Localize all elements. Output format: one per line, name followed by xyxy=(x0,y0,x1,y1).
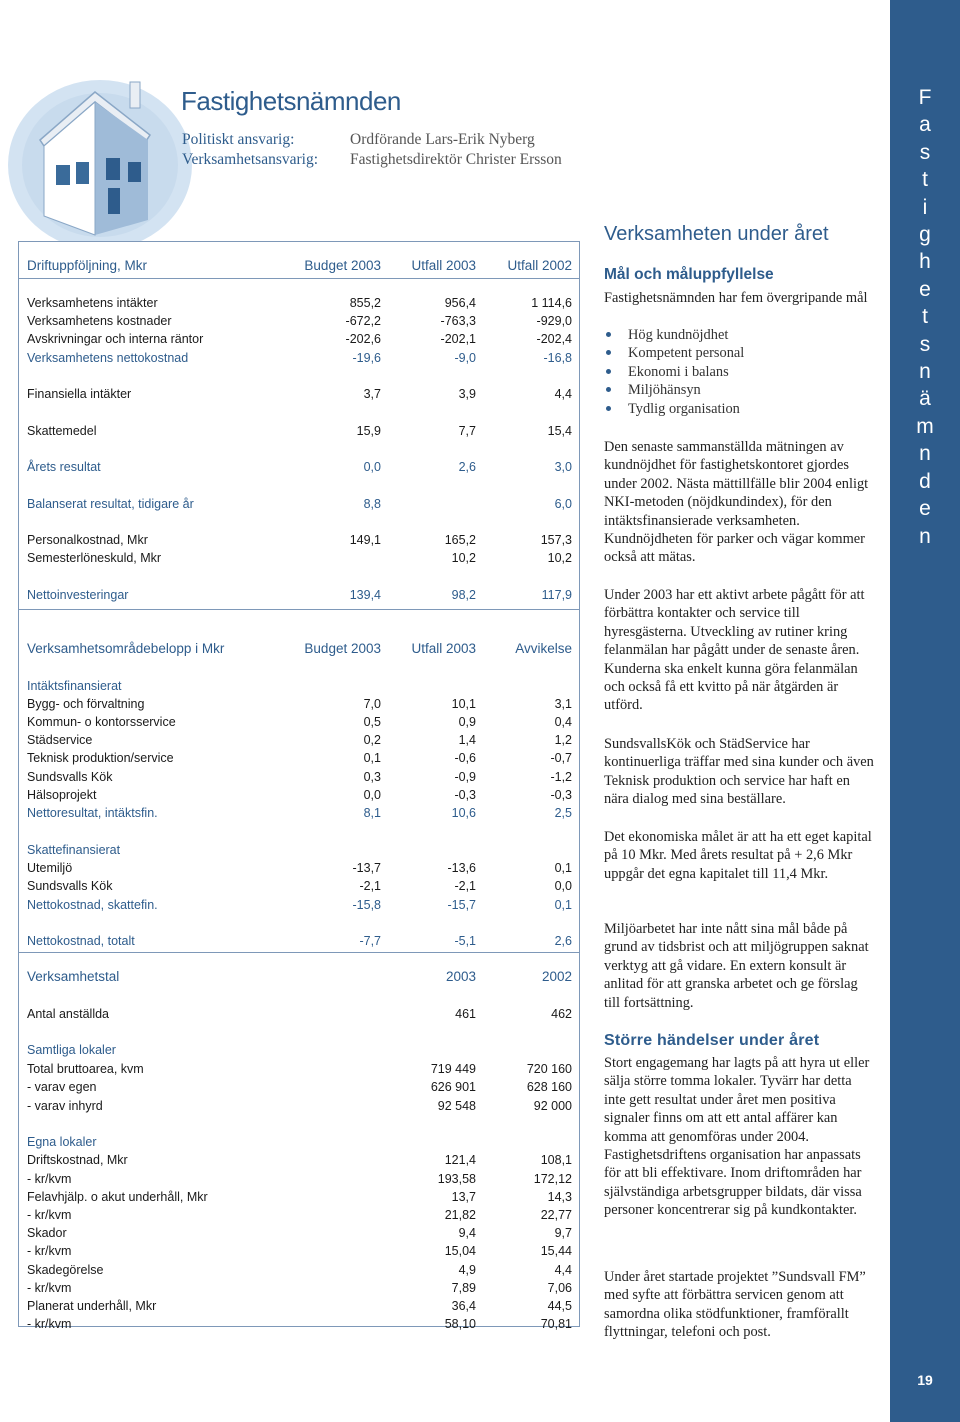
table-row xyxy=(27,768,572,786)
table-row xyxy=(27,385,572,403)
row-label: Avskrivningar och interna räntor xyxy=(27,332,204,346)
table-cell: 108,1 xyxy=(540,1153,572,1167)
table-row xyxy=(27,896,572,914)
table-cell: -13,7 xyxy=(352,861,381,875)
row-label: Städservice xyxy=(27,733,93,747)
list-item: Hög kundnöjdhet xyxy=(604,326,874,344)
table-cell: 58,10 xyxy=(444,1317,476,1331)
row-label: Kommun- o kontorsservice xyxy=(27,715,176,729)
table-cell: Utfall 2003 xyxy=(411,258,476,273)
table-row xyxy=(27,495,572,513)
vertical-title-letter: t xyxy=(922,305,928,329)
table-divider xyxy=(19,952,579,953)
page-title: Fastighetsnämnden xyxy=(181,86,401,116)
row-label: Samtliga lokaler xyxy=(27,1043,116,1057)
table-section-label xyxy=(27,677,572,695)
paragraph-service: Under 2003 har ett aktivt arbete pågått för att förbättra kontakter och service till hyresgästerna. Utveckling av rutiner kring felanmälan har pågått under de senaste åren. Kunderna ska enkelt kunna göra felanmälan och också få ett kvitto på när åtgärden är utförd. xyxy=(604,587,865,714)
table-row xyxy=(27,312,572,330)
row-label: - varav egen xyxy=(27,1080,97,1094)
table-row xyxy=(27,349,572,367)
table-row xyxy=(27,586,572,604)
table-cell: 461 xyxy=(455,1007,476,1021)
table-row xyxy=(27,458,572,476)
row-label: Skador xyxy=(27,1226,67,1240)
table-cell: 8,1 xyxy=(363,806,381,820)
row-label: Skattemedel xyxy=(27,424,97,438)
table-row xyxy=(27,1297,572,1315)
section-heading-year: Verksamheten under året xyxy=(604,223,829,245)
table-cell: Utfall 2002 xyxy=(507,258,572,273)
row-label: - kr/kvm xyxy=(27,1244,72,1258)
table-cell: 3,0 xyxy=(554,460,572,474)
vertical-title-letter: F xyxy=(918,86,932,109)
table-cell: 193,58 xyxy=(437,1172,476,1186)
table-cell: 165,2 xyxy=(444,533,476,547)
vertical-title-letter: i xyxy=(922,195,928,219)
table-cell: -0,3 xyxy=(550,788,572,802)
table-row xyxy=(27,1224,572,1242)
table-cell: 15,44 xyxy=(540,1244,572,1258)
table-cell: 172,12 xyxy=(533,1172,572,1186)
list-item: Tydlig organisation xyxy=(604,400,874,418)
vertical-title-letter: n xyxy=(919,524,931,548)
table-cell: 0,9 xyxy=(458,715,476,729)
row-label: Verksamhetens intäkter xyxy=(27,296,158,310)
table-cell: Budget 2003 xyxy=(304,641,381,656)
political-value: Ordförande Lars-Erik Nyberg xyxy=(350,131,535,148)
row-label: Driftuppföljning, Mkr xyxy=(27,258,148,273)
vertical-title-letter: s xyxy=(919,332,931,356)
table-cell: 2002 xyxy=(541,969,572,984)
table-cell: -9,0 xyxy=(454,351,476,365)
table-cell: -763,3 xyxy=(440,314,476,328)
vertical-title-letter: h xyxy=(919,250,931,274)
table-cell: 21,82 xyxy=(444,1208,476,1222)
operational-label: Verksamhetsansvarig: xyxy=(182,151,319,168)
table-row xyxy=(27,294,572,312)
table-row xyxy=(27,877,572,895)
table-cell: 720 160 xyxy=(526,1062,572,1076)
table-cell: 36,4 xyxy=(451,1299,476,1313)
vertical-title-letter: e xyxy=(919,497,931,521)
table-row xyxy=(27,1005,572,1023)
row-label: - kr/kvm xyxy=(27,1281,72,1295)
table-cell: -929,0 xyxy=(536,314,572,328)
row-label: Planerat underhåll, Mkr xyxy=(27,1299,157,1313)
row-label: - kr/kvm xyxy=(27,1208,72,1222)
table-cell: 92 548 xyxy=(437,1099,476,1113)
table-cell: 7,06 xyxy=(547,1281,572,1295)
table-cell: 15,4 xyxy=(547,424,572,438)
section-heading-events: Större händelser under året xyxy=(604,1032,820,1049)
political-label: Politiskt ansvarig: xyxy=(182,131,295,148)
table-cell: -202,4 xyxy=(536,332,572,346)
table-cell: 6,0 xyxy=(554,497,572,511)
table-cell: Utfall 2003 xyxy=(411,641,476,656)
table-cell: 0,0 xyxy=(363,788,381,802)
table-cell: 139,4 xyxy=(349,588,381,602)
list-item: Kompetent personal xyxy=(604,344,874,362)
row-label: Nettoresultat, intäktsfin. xyxy=(27,806,158,820)
table-cell: 9,4 xyxy=(458,1226,476,1240)
table-cell: 0,0 xyxy=(554,879,572,893)
table-cell: -5,1 xyxy=(454,934,476,948)
table-section-label xyxy=(27,1041,572,1059)
list-item: Ekonomi i balans xyxy=(604,363,874,381)
table-row xyxy=(27,549,572,567)
vertical-title-letter: g xyxy=(919,223,931,247)
table-header-row xyxy=(27,257,572,275)
table-cell: -15,7 xyxy=(447,898,476,912)
paragraph-customer-satisfaction: Den senaste sammanställda mätningen av kundnöjdhet för fastighetskontoret gjordes under 2002. Nästa mättillfälle blir 2004 enligt NKI-metoden (nöjdkundindex), för den intäktsfinansierade verksamheten. Kundnöjdheten för parker och vägar kommer också att mätas. xyxy=(604,439,869,566)
table-cell: -2,1 xyxy=(454,879,476,893)
table-cell: 2,6 xyxy=(554,934,572,948)
row-label: Verksamhetens kostnader xyxy=(27,314,172,328)
row-label: Nettokostnad, skattefin. xyxy=(27,898,158,912)
table-cell: 0,5 xyxy=(363,715,381,729)
table-row xyxy=(27,786,572,804)
table-row xyxy=(27,932,572,950)
table-row xyxy=(27,1206,572,1224)
table-cell: -16,8 xyxy=(543,351,572,365)
table-cell: 4,9 xyxy=(458,1263,476,1277)
table-cell: 0,2 xyxy=(363,733,381,747)
row-label: Finansiella intäkter xyxy=(27,387,132,401)
page-number: 19 xyxy=(917,1372,933,1388)
paragraph-project: Under året startade projektet ”Sundsvall FM” med syfte att förbättra servicen genom att samordna olika stödfunktioner, framförallt flyttningar, telefoni och post. xyxy=(604,1269,866,1341)
table-cell: -19,6 xyxy=(352,351,381,365)
table-row xyxy=(27,1261,572,1279)
table-cell: 462 xyxy=(551,1007,572,1021)
table-cell: 855,2 xyxy=(349,296,381,310)
table-cell: 1,2 xyxy=(554,733,572,747)
table-cell: 0,1 xyxy=(554,898,572,912)
row-label: - kr/kvm xyxy=(27,1172,72,1186)
vertical-title-letter: ä xyxy=(919,387,931,411)
row-label: Intäktsfinansierat xyxy=(27,679,122,693)
row-label: Nettoinvesteringar xyxy=(27,588,129,602)
row-label: Sundsvalls Kök xyxy=(27,879,113,893)
table-cell: 4,4 xyxy=(554,387,572,401)
table-cell: 7,7 xyxy=(458,424,476,438)
row-label: Personalkostnad, Mkr xyxy=(27,533,148,547)
table-cell: 117,9 xyxy=(541,588,572,602)
table-cell: 44,5 xyxy=(547,1299,572,1313)
table-cell: 7,0 xyxy=(363,697,381,711)
row-label: Hälsoprojekt xyxy=(27,788,97,802)
row-label: Skadegörelse xyxy=(27,1263,104,1277)
row-label: - varav inhyrd xyxy=(27,1099,103,1113)
row-label: - kr/kvm xyxy=(27,1317,72,1331)
table-cell: 3,9 xyxy=(458,387,476,401)
table-cell: Avvikelse xyxy=(515,641,572,656)
table-cell: -672,2 xyxy=(345,314,381,328)
table-cell: 92 000 xyxy=(533,1099,572,1113)
table-cell: 2,6 xyxy=(458,460,476,474)
financial-table xyxy=(18,241,580,1331)
table-cell: 15,04 xyxy=(444,1244,476,1258)
table-cell: 14,3 xyxy=(547,1190,572,1204)
vertical-title-letter: n xyxy=(919,442,931,466)
table-cell: 956,4 xyxy=(444,296,476,310)
table-cell: 628 160 xyxy=(526,1080,572,1094)
table-divider xyxy=(19,609,579,610)
paragraph-economy: Det ekonomiska målet är att ha ett eget kapital på 10 Mkr. Med årets resultat på + 2,6 Mkr uppgår det egna kapitalet till 11,4 Mkr. xyxy=(604,829,872,882)
table-cell: 2,5 xyxy=(554,806,572,820)
table-cell: 157,3 xyxy=(540,533,572,547)
row-label: Felavhjälp. o akut underhåll, Mkr xyxy=(27,1190,208,1204)
row-label: Nettokostnad, totalt xyxy=(27,934,135,948)
table-divider xyxy=(19,278,579,279)
table-cell: 2003 xyxy=(445,969,476,984)
table-cell: 10,2 xyxy=(547,551,572,565)
row-label: Verksamhetsområdebelopp i Mkr xyxy=(27,641,225,656)
table-cell: -202,1 xyxy=(440,332,476,346)
table-cell: -13,6 xyxy=(447,861,476,875)
table-row xyxy=(27,1060,572,1078)
vertical-title-letter: e xyxy=(919,277,931,301)
table-cell: 4,4 xyxy=(554,1263,572,1277)
table-row xyxy=(27,330,572,348)
table-cell: 15,9 xyxy=(356,424,381,438)
table-header-row xyxy=(27,640,572,658)
table-row xyxy=(27,422,572,440)
table-cell: 719 449 xyxy=(430,1062,476,1076)
table-cell: 98,2 xyxy=(451,588,476,602)
row-label: Antal anställda xyxy=(27,1007,110,1021)
row-label: Verksamhetstal xyxy=(27,969,120,984)
house-illustration xyxy=(0,70,200,255)
table-cell: 8,8 xyxy=(363,497,381,511)
table-cell: -15,8 xyxy=(352,898,381,912)
table-cell: Budget 2003 xyxy=(304,258,381,273)
vertical-title xyxy=(890,84,960,550)
row-label: Teknisk produktion/service xyxy=(27,751,174,765)
row-label: Balanserat resultat, tidigare år xyxy=(27,497,194,511)
row-label: Driftskostnad, Mkr xyxy=(27,1153,128,1167)
table-cell: -2,1 xyxy=(359,879,381,893)
row-label: Skattefinansierat xyxy=(27,843,121,857)
table-row xyxy=(27,695,572,713)
table-cell: -0,3 xyxy=(454,788,476,802)
vertical-title-letter: m xyxy=(916,414,934,438)
table-cell: -7,7 xyxy=(359,934,381,948)
table-row xyxy=(27,731,572,749)
table-row xyxy=(27,1151,572,1169)
table-cell: 3,7 xyxy=(363,387,381,401)
table-row xyxy=(27,1242,572,1260)
table-cell: 626 901 xyxy=(430,1080,476,1094)
vertical-title-letter: n xyxy=(919,360,931,384)
table-cell: 1,4 xyxy=(458,733,476,747)
table-cell: 22,77 xyxy=(540,1208,572,1222)
table-cell: 1 114,6 xyxy=(531,296,572,310)
row-label: Verksamhetens nettokostnad xyxy=(27,351,189,365)
table-cell: 13,7 xyxy=(451,1190,476,1204)
table-row xyxy=(27,1279,572,1297)
table-cell: 149,1 xyxy=(349,533,381,547)
table-header-row xyxy=(27,968,572,986)
table-row xyxy=(27,1097,572,1115)
vertical-title-letter: d xyxy=(919,469,931,493)
table-cell: 10,2 xyxy=(451,551,476,565)
table-cell: -0,6 xyxy=(454,751,476,765)
table-row xyxy=(27,749,572,767)
table-cell: 10,1 xyxy=(451,697,476,711)
table-row xyxy=(27,1170,572,1188)
table-section-label xyxy=(27,841,572,859)
table-cell: -1,2 xyxy=(550,770,572,784)
table-cell: 7,89 xyxy=(451,1281,476,1295)
list-item: Miljöhänsyn xyxy=(604,381,874,399)
row-label: Sundsvalls Kök xyxy=(27,770,113,784)
section-heading-goals: Mål och måluppfyllelse xyxy=(604,266,774,283)
table-row xyxy=(27,804,572,822)
table-row xyxy=(27,713,572,731)
table-cell: 10,6 xyxy=(451,806,476,820)
vertical-title-letter: a xyxy=(919,113,931,137)
table-row xyxy=(27,1188,572,1206)
row-label: Bygg- och förvaltning xyxy=(27,697,145,711)
table-row xyxy=(27,531,572,549)
table-row xyxy=(27,1315,572,1333)
table-row xyxy=(27,1078,572,1096)
paragraph-events: Stort engagemang har lagts på att hyra ut eller sälja större tomma lokaler. Tyvärr har detta inte gett resultat under året men positiva signaler finns om att ett antal affärer kan komma att genomföras under 2004. Fastighetsdriftens organisation har anpassats för att bli effektivare. Inom driftområden har självständiga arbetsgrupper bildats, där vissa personer koncentrerar sig på kundkontakter. xyxy=(604,1055,870,1219)
table-cell: 121,4 xyxy=(444,1153,476,1167)
table-row xyxy=(27,859,572,877)
operational-value: Fastighetsdirektör Christer Ersson xyxy=(350,151,562,168)
row-label: Egna lokaler xyxy=(27,1135,97,1149)
table-section-label xyxy=(27,1133,572,1151)
goals-intro: Fastighetsnämnden har fem övergripande mål xyxy=(604,290,868,306)
row-label: Årets resultat xyxy=(27,460,101,474)
table-cell: 0,3 xyxy=(363,770,381,784)
table-cell: -202,6 xyxy=(345,332,381,346)
side-band xyxy=(890,0,960,1422)
goals-list xyxy=(604,326,874,418)
table-cell: 3,1 xyxy=(554,697,572,711)
table-cell: -0,9 xyxy=(454,770,476,784)
table-cell: -0,7 xyxy=(550,751,572,765)
table-cell: 0,0 xyxy=(363,460,381,474)
paragraph-kitchen-cleaning: SundsvallsKök och StädService har kontinuerliga träffar med sina kunder och även Teknisk produktion och service har haft en nära dialog med sina beställare. xyxy=(604,736,874,808)
table-cell: 0,4 xyxy=(554,715,572,729)
table-cell: 70,81 xyxy=(540,1317,572,1331)
vertical-title-letter: s xyxy=(919,140,931,164)
row-label: Utemiljö xyxy=(27,861,73,875)
row-label: Semesterlöneskuld, Mkr xyxy=(27,551,162,565)
table-cell: 9,7 xyxy=(554,1226,572,1240)
table-cell: 0,1 xyxy=(554,861,572,875)
paragraph-environment: Miljöarbetet har inte nått sina mål både på grund av tidsbrist och att miljögruppen saknat verktyg att gå vidare. En extern konsult är anlitad för att granska arbetet och ge förslag till fortsättning. xyxy=(604,921,869,1011)
row-label: Total bruttoarea, kvm xyxy=(27,1062,144,1076)
table-cell: 0,1 xyxy=(363,751,381,765)
vertical-title-letter: t xyxy=(922,168,928,192)
